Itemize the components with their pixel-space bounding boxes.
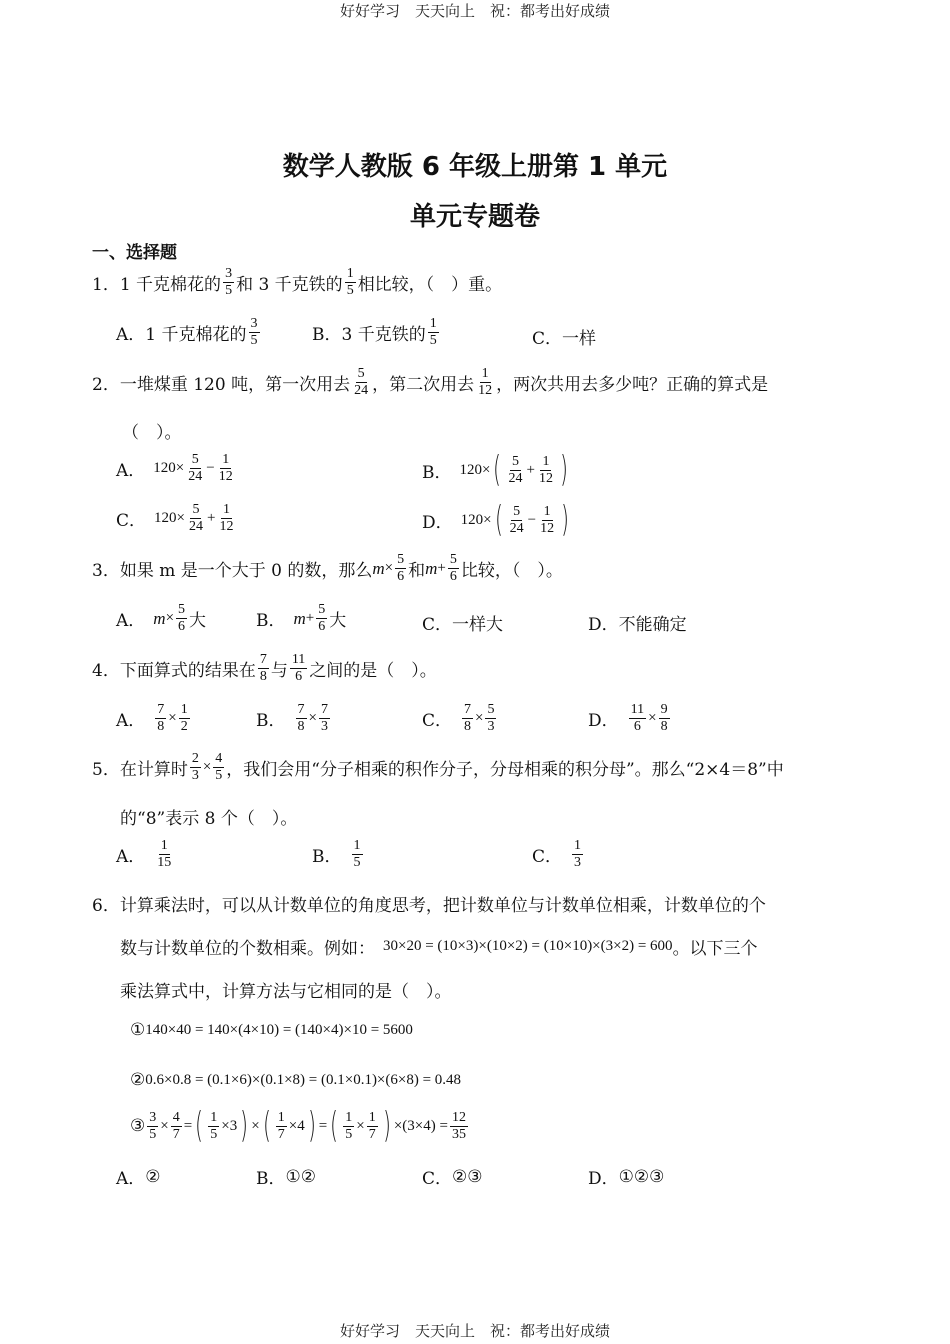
option-c: C． $\frac{7}{8}$ × $\frac{5}{3}$ — [422, 702, 495, 734]
option-a: A． $\frac{1}{15}$ — [116, 838, 172, 870]
question-text: 计算乘法时，可以从计数单位的角度思考，把计数单位与计数单位相乘，计数单位的个 — [119, 896, 766, 916]
option-d: D． ①②③ — [588, 1166, 665, 1189]
question-6-line2: 数与计数单位的个数相乘。例如： 30×20 = (10×3)×(10×2) = (10×10)×(3×2) = 600 。以下三个 — [120, 938, 758, 959]
option-b: B． m + $\frac{5}{6}$ 大 — [256, 602, 347, 634]
option-d: D． 120× ( $\frac{5}{24}$ − $\frac{1}{12}$ ) — [422, 499, 570, 540]
question-number: 1． — [92, 275, 120, 295]
question-2 — [92, 366, 768, 399]
question-1 — [92, 266, 502, 299]
option-c: C． 一样 — [532, 329, 597, 349]
option-b: B． 3 千克铁的 $\frac{1}{5}$ — [312, 316, 437, 348]
page-title: 数学人教版 6 年级上册第 1 单元 — [282, 152, 668, 182]
expression-1: ① 140×40 = 140×(4×10) = (140×4)×10 = 5600 — [130, 1020, 413, 1040]
option-a: A． 120× $\frac{5}{24}$ − $\frac{1}{12}$ — [116, 452, 233, 484]
question-text: 一堆煤重 120 吨，第一次用去 — [119, 375, 351, 395]
question-3: 3． 如果 m 是一个大于 0 的数，那么 m × $\frac{5}{6}$ 和 m + $\frac{5}{6}$ 比较，（ ）。 — [92, 552, 563, 584]
option-b: B． $\frac{7}{8}$ × $\frac{7}{3}$ — [256, 702, 328, 734]
question-5-continued: 的“8”表示 8 个（ ）。 — [120, 809, 298, 829]
example-expression: 30×20 = (10×3)×(10×2) = (10×10)×(3×2) = 600 — [383, 938, 673, 954]
page-subtitle: 单元专题卷 — [409, 202, 540, 232]
expression-2: ② 0.6×0.8 = (0.1×6)×(0.1×8) = (0.1×0.1)×(6×8) = 0.48 — [130, 1070, 462, 1090]
question-4: 4． 下面算式的结果在 $\frac{7}{8}$ 与 $\frac{11}{6}$ 之间的是（ ）。 — [92, 652, 437, 684]
option-c: C． $\frac{1}{3}$ — [532, 838, 582, 870]
question-number: 5． — [92, 760, 120, 780]
question-text: 如果 m 是一个大于 0 的数，那么 — [119, 561, 373, 581]
page-header: 好好学习 天天向上 祝：都考出好成绩 — [339, 2, 610, 20]
fraction: $\frac{1}{5}$ — [429, 316, 437, 348]
fraction: $\frac{3}{5}$ — [250, 316, 258, 348]
question-2-continued: （ ）。 — [122, 423, 182, 443]
question-6 — [92, 891, 766, 916]
question-text: ，两次共用去多少吨？正确的算式是 — [496, 375, 769, 395]
question-6-line3: 乘法算式中，计算方法与它相同的是（ ）。 — [120, 982, 452, 1002]
option-c: C． 一样大 — [422, 615, 504, 635]
question-text: 在计算时 — [119, 760, 188, 780]
fraction: $\frac{1}{12}$ — [478, 366, 493, 398]
question-number: 2． — [92, 375, 120, 395]
option-c: C． 120× $\frac{5}{24}$ + $\frac{1}{12}$ — [116, 502, 234, 534]
option-b: B． $\frac{1}{5}$ — [312, 838, 361, 870]
option-a: A． ② — [116, 1166, 161, 1189]
fraction: $\frac{5}{24}$ — [354, 366, 369, 398]
option-a: A． m × $\frac{5}{6}$ 大 — [116, 602, 207, 634]
option-a: A． $\frac{7}{8}$ × $\frac{1}{2}$ — [116, 702, 188, 734]
option-c: C． ②③ — [422, 1166, 483, 1189]
section-heading: 一、选择题 — [92, 243, 177, 263]
question-text: ，第二次用去 — [372, 375, 475, 395]
question-number: 3． — [92, 561, 120, 581]
question-number: 4． — [92, 661, 120, 681]
option-d: D． 不能确定 — [588, 615, 687, 635]
option-b: B． ①② — [256, 1166, 316, 1189]
fraction: $\frac{3}{5}$ — [225, 266, 233, 298]
page-footer: 好好学习 天天向上 祝：都考出好成绩 — [339, 1322, 610, 1340]
option-a: A． 1 千克棉花的 $\frac{3}{5}$ — [116, 316, 258, 348]
expression-3: ③ $\frac{3}{5}$ × $\frac{4}{7}$ = ( $\frac{1}{5}$ ×3 ) × ( $\frac{1}{7}$ ×4 ) = ( $\frac{1}{5}$ × $\frac{1}{7}$ ) ×(3×4) = $\frac{12}{35}$ — [130, 1105, 466, 1146]
option-b: B． 120× ( $\frac{5}{24}$ + $\frac{1}{12}$ ) — [422, 449, 568, 490]
fraction: $\frac{1}{5}$ — [346, 266, 354, 298]
question-text: 1 千克棉花的 — [119, 275, 222, 295]
question-text: 和 3 千克铁的 — [236, 275, 343, 295]
question-number: 6． — [92, 896, 120, 916]
question-text: 相比较，（ ）重。 — [357, 275, 503, 295]
question-text: 下面算式的结果在 — [119, 661, 256, 681]
option-d: D． $\frac{11}{6}$ × $\frac{9}{8}$ — [588, 702, 668, 734]
question-5: 5． 在计算时 $\frac{2}{3}$ × $\frac{4}{5}$ ，我们会用“分子相乘的积作分子，分母相乘的积分母”。那么“2×4＝8”中 — [92, 751, 784, 783]
